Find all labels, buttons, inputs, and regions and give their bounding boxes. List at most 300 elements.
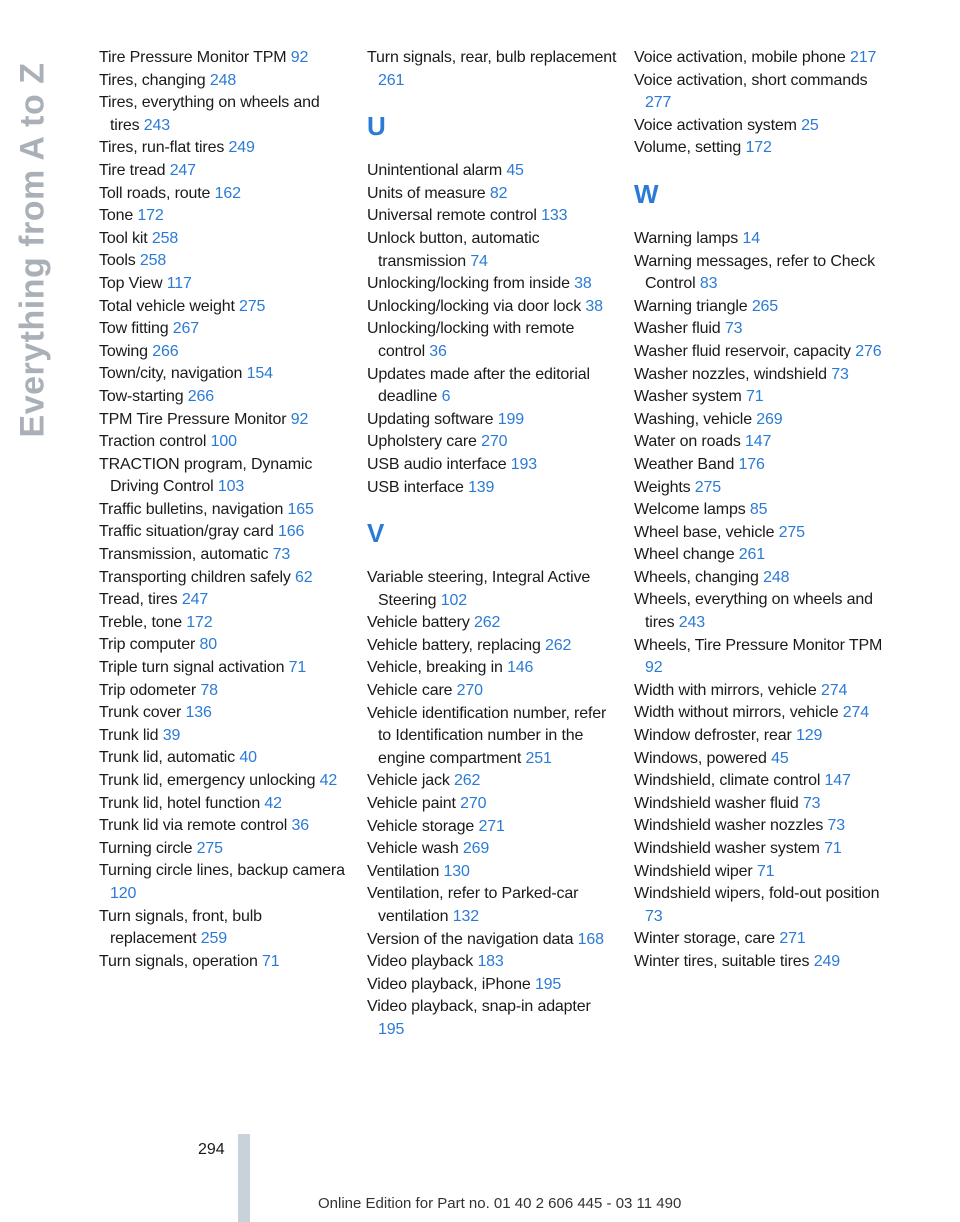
index-entry-page-link[interactable]: 217 [849, 49, 877, 66]
index-entry-page-link[interactable]: 120 [110, 884, 137, 902]
index-entry-page-link[interactable]: 14 [742, 229, 760, 247]
index-entry-term: Top View [99, 274, 163, 292]
index-entry [634, 47, 884, 70]
index-entry-page-link[interactable]: 243 [678, 614, 706, 632]
index-entry [634, 567, 884, 590]
index-entry-term: Trunk lid, emergency unlocking [99, 772, 316, 789]
index-entry [99, 815, 349, 838]
index-entry [634, 318, 884, 341]
index-entry-page-link[interactable]: 71 [288, 659, 307, 677]
index-entry-term: Tire Pressure Monitor TPM [99, 49, 287, 66]
index-entry [367, 296, 617, 319]
index-entry [634, 589, 884, 634]
index-entry-term: Trunk lid, automatic [99, 749, 236, 767]
index-entry-term: Trunk lid, hotel function [99, 794, 261, 812]
index-entry-page-link[interactable]: 132 [452, 908, 479, 925]
index-entry [634, 251, 884, 296]
index-entry-term: Updates made after the editorial deadline [367, 365, 590, 406]
index-entry-page-link[interactable]: 262 [454, 772, 481, 790]
index-entry-term: Wheels, changing [634, 568, 759, 586]
index-entry-term: Upholstery care [367, 433, 477, 451]
index-entry-term: Washer fluid [634, 320, 721, 338]
index-entry-term: Washer fluid reservoir, capacity [634, 342, 851, 360]
index-entry-term: Variable steering, Integral Active Steering [367, 569, 591, 609]
index-entry-page-link[interactable]: 176 [738, 455, 765, 473]
index-entry-page-link[interactable]: 92 [290, 410, 309, 428]
index-entry [99, 906, 349, 951]
index-entry-term: Tow-starting [99, 387, 184, 405]
index-entry-page-link[interactable]: 71 [262, 952, 280, 970]
index-entry [99, 92, 349, 137]
index-entry-term: Wheels, Tire Pressure Monitor TPM [634, 636, 883, 654]
index-entry-page-link[interactable]: 270 [481, 433, 508, 451]
index-entry [634, 70, 884, 115]
index-entry-page-link[interactable]: 259 [200, 930, 227, 948]
index-entry-page-link[interactable]: 103 [217, 478, 245, 496]
index-entry-page-link[interactable]: 266 [152, 342, 179, 360]
index-entry-term: Wheels, everything on wheels and tires [634, 591, 873, 632]
index-entry-term: Unlocking/locking from inside [367, 275, 570, 293]
index-entry [634, 635, 884, 680]
index-entry-term: Trip computer [99, 636, 196, 654]
index-entry [99, 296, 349, 319]
index-entry-term: Width with mirrors, vehicle [634, 681, 817, 699]
index-entry-term: USB audio interface [367, 455, 507, 473]
index-entry-page-link[interactable]: 183 [477, 953, 504, 971]
index-entry [634, 793, 884, 816]
index-entry-page-link[interactable]: 172 [186, 613, 213, 631]
index-entry-term: Ventilation [367, 862, 440, 880]
index-entry-page-link[interactable]: 154 [246, 365, 273, 383]
index-entry-page-link[interactable]: 251 [525, 749, 552, 767]
index-entry [634, 386, 884, 409]
index-entry-term: Wheel change [634, 546, 735, 564]
index-entry-term: Total vehicle weight [99, 297, 235, 315]
index-entry [367, 770, 617, 793]
index-entry-page-link[interactable]: 199 [497, 410, 524, 428]
index-entry [367, 228, 617, 273]
index-entry [367, 793, 617, 816]
index-entry-page-link[interactable]: 146 [507, 659, 534, 677]
index-entry-page-link[interactable]: 71 [746, 388, 764, 406]
index-entry-term: Universal remote control [367, 207, 537, 225]
index-entry-page-link[interactable]: 195 [534, 975, 562, 993]
index-entry [99, 793, 349, 816]
index-entry-page-link[interactable]: 73 [827, 817, 846, 835]
index-entry [367, 454, 617, 477]
index-entry-page-link[interactable]: 147 [745, 433, 772, 451]
index-entry [634, 499, 884, 522]
index-entry-page-link[interactable]: 271 [779, 930, 806, 948]
index-entry [99, 589, 349, 612]
index-entry-term: Unintentional alarm [367, 162, 503, 180]
index-entry [367, 974, 617, 997]
index-entry [99, 838, 349, 861]
index-entry [367, 318, 617, 363]
index-entry [634, 951, 884, 974]
index-entry-page-link[interactable]: 274 [842, 704, 869, 722]
index-entry-term: Trip odometer [99, 681, 197, 699]
index-entry-term: Water on roads [634, 433, 741, 451]
index-entry-term: Voice activation system [634, 116, 797, 134]
index-entry-term: Transporting children safely [99, 568, 291, 586]
page-number: 294 [198, 1141, 225, 1158]
index-entry-term: Washer nozzles, windshield [634, 365, 827, 383]
index-entry-page-link[interactable]: 83 [699, 275, 718, 293]
index-entry-page-link[interactable]: 82 [489, 184, 508, 202]
index-entry [99, 725, 349, 748]
index-entry [99, 657, 349, 680]
index-entry-term: Wheel base, vehicle [634, 523, 775, 541]
index-entry-term: Width without mirrors, vehicle [634, 704, 839, 722]
index-entry [99, 544, 349, 567]
index-column-2 [367, 47, 617, 1042]
index-entry [634, 544, 884, 567]
index-entry [99, 160, 349, 183]
index-entry-page-link[interactable]: 45 [771, 749, 789, 767]
index-entry [99, 454, 349, 499]
index-entry [367, 273, 617, 296]
index-entry [367, 364, 617, 409]
index-entry-page-link[interactable]: 38 [585, 297, 603, 315]
index-entry-term: Trunk cover [99, 704, 182, 722]
index-entry-term: Video playback, snap-in adapter [367, 998, 591, 1016]
index-entry-term: Tools [99, 252, 136, 270]
index-entry-term: Vehicle storage [367, 817, 475, 835]
index-entry-page-link[interactable]: 100 [210, 433, 237, 451]
index-entry-term: Weather Band [634, 455, 735, 473]
index-entry [367, 47, 617, 92]
index-entry-page-link[interactable]: 42 [319, 772, 338, 789]
index-entry-page-link[interactable]: 269 [756, 410, 783, 428]
index-entry-page-link[interactable]: 6 [441, 388, 451, 406]
index-entry-term: Video playback [367, 953, 474, 971]
index-entry [367, 477, 617, 500]
index-entry [99, 363, 349, 386]
index-entry-term: Tires, changing [99, 71, 206, 89]
index-entry-term: Windows, powered [634, 749, 767, 767]
index-entry-term: Windshield wipers, fold-out position [634, 885, 880, 903]
index-entry [367, 431, 617, 454]
index-entry [634, 702, 884, 725]
index-entry [99, 612, 349, 635]
index-entry-term: Traction control [99, 433, 207, 451]
index-entry [99, 137, 349, 160]
index-entry-page-link[interactable]: 71 [824, 840, 842, 857]
index-entry-term: Traffic situation/gray card [99, 523, 274, 541]
index-entry-term: Window defroster, rear [634, 727, 792, 745]
index-entry-term: Tires, everything on wheels and tires [99, 94, 320, 134]
index-entry [99, 499, 349, 522]
index-entry-page-link[interactable]: 129 [795, 727, 823, 745]
index-entry-term: Traffic bulletins, navigation [99, 500, 284, 518]
index-entry-page-link[interactable]: 73 [645, 907, 663, 925]
index-entry-page-link[interactable]: 269 [462, 840, 490, 858]
index-entry [99, 273, 349, 296]
index-entry-page-link[interactable]: 266 [187, 387, 214, 405]
index-entry-term: Turn signals, rear, bulb replacement [367, 49, 617, 66]
index-entry-page-link[interactable]: 275 [239, 297, 266, 315]
section-side-title [4, 40, 62, 460]
index-entry-page-link[interactable]: 73 [272, 546, 291, 564]
index-entry-page-link[interactable]: 261 [378, 71, 405, 89]
index-entry-term: Tires, run-flat tires [99, 139, 225, 157]
index-entry [99, 521, 349, 544]
index-entry-page-link[interactable]: 275 [694, 478, 722, 496]
index-entry-page-link[interactable]: 25 [801, 116, 819, 134]
index-entry-term: Voice activation, mobile phone [634, 49, 846, 66]
index-entry-term: Vehicle battery, replacing [367, 636, 541, 654]
index-entry-page-link[interactable]: 102 [440, 591, 467, 609]
index-column-3 [634, 47, 884, 974]
index-entry-term: Windshield, climate control [634, 772, 821, 790]
index-entry [367, 635, 617, 658]
index-entry [634, 680, 884, 703]
index-entry-term: Tone [99, 207, 134, 225]
index-entry-page-link[interactable]: 92 [290, 49, 309, 66]
index-entry-term: Unlocking/locking via door lock [367, 297, 582, 315]
index-entry-term: Ventilation, refer to Parked-car ventilation [367, 885, 579, 925]
index-entry-page-link[interactable]: 248 [763, 568, 790, 586]
footer-edition-text: Online Edition for Part no. 01 40 2 606 445 - 03 11 490 [318, 1195, 682, 1212]
index-column-1 [99, 47, 349, 973]
index-entry [99, 341, 349, 364]
index-entry [367, 861, 617, 884]
index-entry [99, 70, 349, 93]
index-entry [634, 409, 884, 432]
index-entry-page-link[interactable]: 73 [724, 320, 743, 338]
index-entry-page-link[interactable]: 275 [196, 839, 223, 857]
index-entry [634, 477, 884, 500]
index-entry [99, 409, 349, 432]
index-entry-page-link[interactable]: 261 [738, 546, 766, 564]
index-entry-term: Vehicle paint [367, 795, 456, 813]
index-entry-term: Video playback, iPhone [367, 975, 531, 993]
index-entry-page-link[interactable]: 147 [824, 772, 851, 790]
index-entry-page-link[interactable]: 258 [139, 252, 167, 270]
index-entry [634, 454, 884, 477]
index-entry-term: Vehicle jack [367, 772, 450, 790]
index-entry-term: Treble, tone [99, 613, 182, 631]
index-entry-term: Vehicle, breaking in [367, 659, 503, 677]
index-entry-page-link[interactable]: 277 [645, 94, 672, 112]
index-letter-heading: W [634, 178, 659, 209]
index-entry [634, 928, 884, 951]
index-entry-page-link[interactable]: 276 [855, 342, 882, 360]
index-entry [99, 318, 349, 341]
index-entry-term: Windshield washer fluid [634, 794, 799, 812]
index-entry-page-link[interactable]: 133 [541, 207, 568, 225]
index-entry-page-link[interactable]: 73 [831, 365, 849, 383]
index-entry-page-link[interactable]: 130 [443, 862, 470, 880]
index-entry-page-link[interactable]: 193 [510, 455, 538, 473]
index-entry-page-link[interactable]: 74 [470, 252, 488, 270]
index-entry [99, 860, 349, 905]
index-entry-term: Vehicle identification number, refer to Identification number in the engine compartment [367, 704, 607, 767]
index-entry-page-link[interactable]: 275 [778, 523, 805, 541]
index-entry-page-link[interactable]: 42 [264, 794, 282, 812]
index-entry [99, 205, 349, 228]
index-entry-page-link[interactable]: 265 [751, 297, 779, 315]
index-entry-term: Warning triangle [634, 297, 748, 315]
index-entry-term: Tire tread [99, 161, 166, 179]
index-entry-term: Tread, tires [99, 591, 178, 609]
index-entry-term: Turning circle lines, backup camera [99, 862, 345, 880]
index-entry [634, 770, 884, 793]
index-entry-page-link[interactable]: 195 [378, 1020, 405, 1038]
index-entry-page-link[interactable]: 168 [577, 930, 604, 948]
index-entry [99, 680, 349, 703]
index-entry-term: Tool kit [99, 229, 148, 247]
index-entry-page-link[interactable]: 271 [478, 817, 505, 835]
index-entry-page-link[interactable]: 172 [137, 207, 164, 225]
index-entry-page-link[interactable]: 166 [278, 523, 305, 541]
index-entry-page-link[interactable]: 62 [295, 568, 313, 586]
index-entry [634, 364, 884, 387]
index-entry-page-link[interactable]: 249 [228, 139, 255, 157]
index-entry [367, 996, 617, 1041]
index-entry-term: Toll roads, route [99, 184, 211, 202]
index-entry-term: Trunk lid [99, 726, 159, 744]
index-entry-term: Vehicle battery [367, 614, 470, 632]
index-entry [367, 680, 617, 703]
index-entry-term: Unlocking/locking with remote control [367, 320, 575, 360]
index-entry-page-link[interactable]: 247 [181, 591, 209, 609]
index-entry [367, 816, 617, 839]
index-entry-page-link[interactable]: 36 [291, 817, 309, 835]
index-entry-page-link[interactable]: 136 [185, 704, 212, 722]
index-entry [634, 228, 884, 251]
index-entry-term: Windshield washer nozzles [634, 817, 824, 835]
index-entry [634, 838, 884, 861]
index-entry-page-link[interactable]: 39 [162, 726, 181, 744]
side-title-text: Everything from A to Z [13, 62, 52, 438]
index-entry [367, 703, 617, 771]
index-entry-term: Vehicle care [367, 682, 453, 700]
index-entry-page-link[interactable]: 270 [456, 682, 483, 700]
index-entry-page-link[interactable]: 248 [209, 71, 237, 89]
index-entry-term: Tow fitting [99, 320, 169, 338]
index-entry-page-link[interactable]: 45 [506, 162, 524, 180]
index-entry [367, 951, 617, 974]
index-entry-term: Volume, setting [634, 139, 742, 157]
index-entry-page-link[interactable]: 262 [544, 636, 572, 654]
index-entry [99, 228, 349, 251]
index-entry [634, 137, 884, 160]
index-entry-term: Trunk lid via remote control [99, 817, 288, 835]
index-entry-term: Windshield wiper [634, 862, 753, 880]
index-entry-term: Updating software [367, 410, 494, 428]
index-entry-term: Triple turn signal activation [99, 659, 285, 677]
index-entry [99, 431, 349, 454]
index-entry [367, 612, 617, 635]
index-entry-page-link[interactable]: 38 [574, 275, 592, 293]
index-entry [367, 929, 617, 952]
index-entry [634, 115, 884, 138]
index-entry-term: Unlock button, automatic transmission [367, 229, 540, 270]
index-entry-page-link[interactable]: 262 [474, 614, 501, 632]
index-entry [367, 657, 617, 680]
index-entry [634, 883, 884, 928]
index-entry [634, 431, 884, 454]
index-entry-page-link[interactable]: 270 [460, 795, 487, 813]
index-entry-term: Winter tires, suitable tires [634, 952, 810, 970]
index-entry [634, 296, 884, 319]
index-entry [367, 409, 617, 432]
index-entry-page-link[interactable]: 165 [287, 500, 314, 518]
index-entry [634, 748, 884, 771]
index-entry-term: Units of measure [367, 184, 486, 202]
index-entry [99, 183, 349, 206]
index-entry [99, 747, 349, 770]
index-entry-term: Washer system [634, 388, 742, 406]
index-entry [634, 725, 884, 748]
index-entry-term: TPM Tire Pressure Monitor [99, 410, 287, 428]
index-letter-heading: U [367, 111, 386, 142]
index-entry-term: Vehicle wash [367, 840, 459, 858]
index-entry-page-link[interactable]: 243 [143, 116, 171, 134]
index-entry-term: Warning messages, refer to Check Control [634, 252, 875, 293]
index-entry [99, 634, 349, 657]
index-entry-term: Transmission, automatic [99, 546, 269, 564]
index-entry-page-link[interactable]: 117 [166, 274, 192, 292]
index-entry-page-link[interactable]: 80 [199, 636, 217, 654]
index-entry-page-link[interactable]: 274 [820, 681, 848, 699]
index-entry [99, 47, 349, 70]
index-entry [634, 861, 884, 884]
index-entry-page-link[interactable]: 71 [756, 862, 775, 880]
index-entry [634, 341, 884, 364]
index-entry-term: Voice activation, short commands [634, 71, 868, 89]
index-entry-page-link[interactable]: 85 [749, 501, 768, 519]
index-entry-page-link[interactable]: 247 [169, 161, 196, 179]
index-entry-page-link[interactable]: 258 [151, 229, 179, 247]
index-entry-term: Washing, vehicle [634, 410, 752, 428]
index-entry [634, 522, 884, 545]
index-entry-term: Turn signals, front, bulb replacement [99, 907, 262, 948]
index-entry-page-link[interactable]: 73 [802, 794, 821, 812]
index-entry [634, 815, 884, 838]
index-entry-term: Town/city, navigation [99, 365, 243, 383]
index-entry [367, 567, 617, 612]
index-entry [99, 386, 349, 409]
index-entry [367, 838, 617, 861]
index-entry [99, 951, 349, 974]
index-entry [367, 183, 617, 206]
index-entry-page-link[interactable]: 92 [645, 659, 663, 677]
footer-divider-bar [238, 1134, 250, 1222]
index-entry-page-link[interactable]: 249 [813, 952, 840, 970]
index-entry-term: Warning lamps [634, 229, 739, 247]
index-entry-page-link[interactable]: 40 [239, 749, 257, 767]
index-entry-term: Weights [634, 478, 691, 496]
index-entry-page-link[interactable]: 36 [429, 342, 447, 360]
index-entry-term: USB interface [367, 478, 464, 496]
index-entry-term: Turning circle [99, 839, 193, 857]
index-entry-page-link[interactable]: 162 [214, 184, 241, 202]
index-entry-page-link[interactable]: 78 [200, 681, 218, 699]
index-entry-term: Towing [99, 342, 148, 360]
index-entry-page-link[interactable]: 139 [468, 478, 495, 496]
index-entry-term: TRACTION program, Dynamic Driving Control [99, 455, 313, 496]
index-entry [367, 883, 617, 928]
index-entry [367, 205, 617, 228]
index-entry-term: Turn signals, operation [99, 952, 258, 970]
index-entry-page-link[interactable]: 172 [745, 139, 772, 157]
index-entry-term: Version of the navigation data [367, 930, 574, 948]
index-entry-page-link[interactable]: 267 [172, 320, 200, 338]
index-entry-term: Winter storage, care [634, 930, 776, 948]
